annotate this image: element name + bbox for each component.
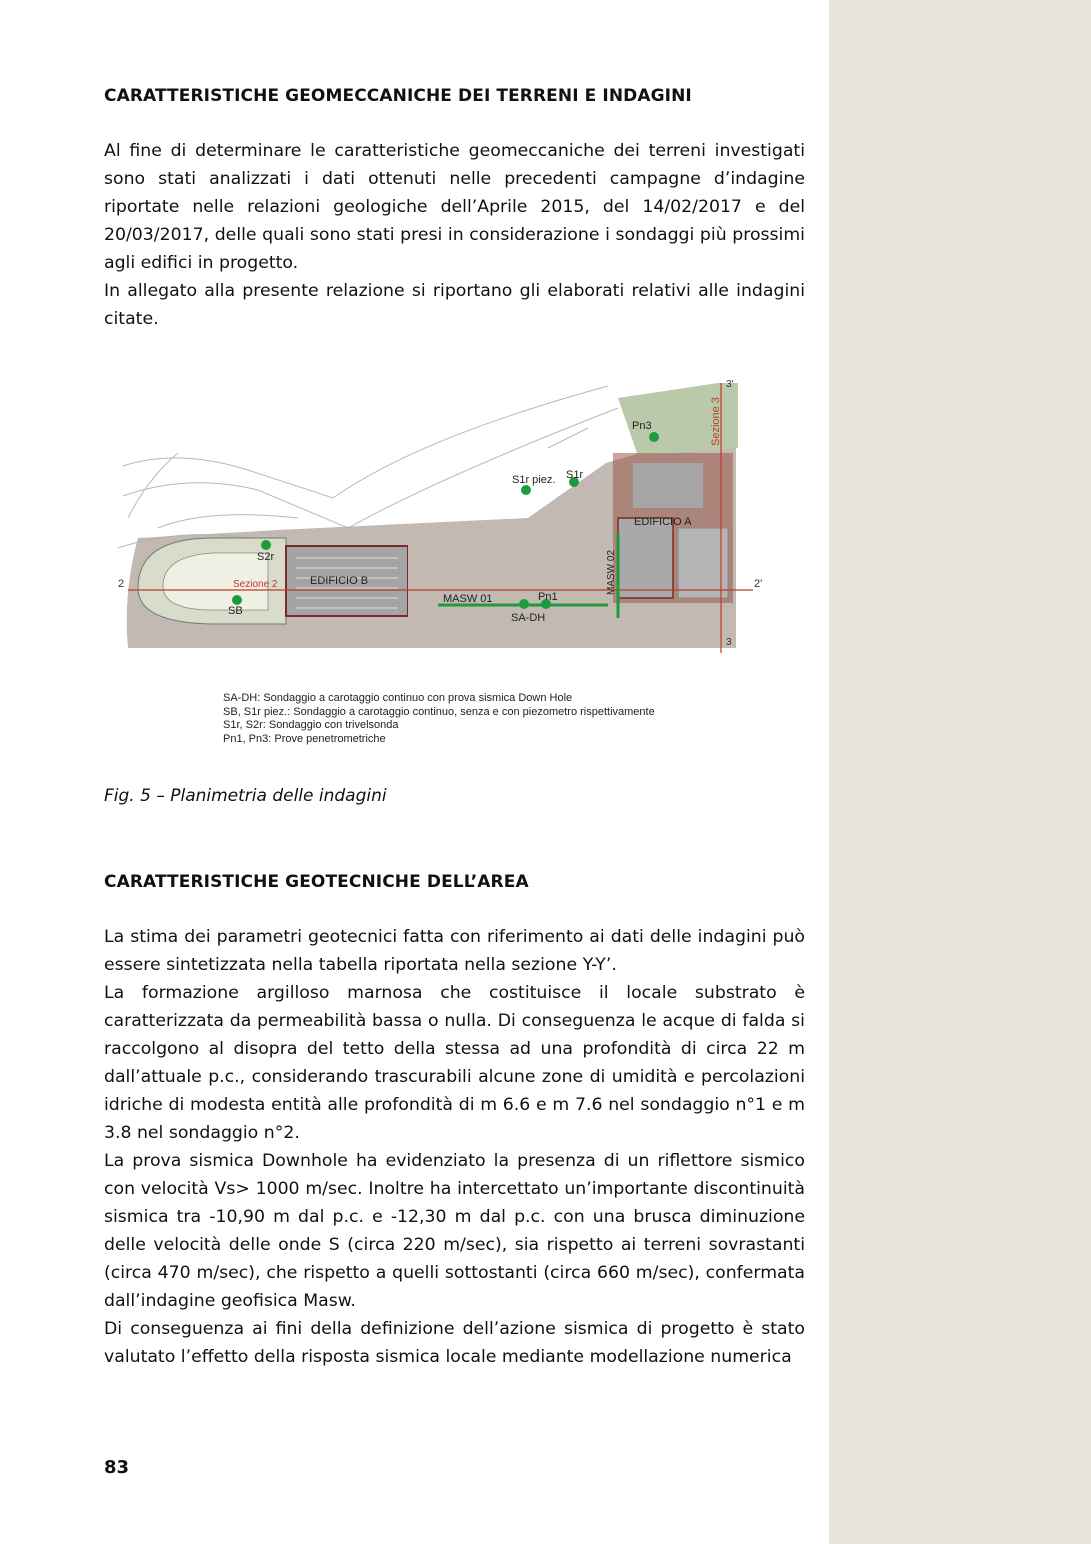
point-pn3	[649, 432, 659, 442]
paragraph: In allegato alla presente relazione si riportano gli elaborati relativi alle indagini citate.	[104, 281, 805, 329]
label-sb: SB	[228, 605, 243, 617]
figure-legend	[223, 692, 655, 746]
label-sezione3: Sezione 3	[710, 397, 722, 446]
point-sa-dh	[519, 599, 529, 609]
section-title-geomeccaniche: CARATTERISTICHE GEOMECCANICHE DEI TERRENI E INDAGINI	[104, 86, 692, 106]
page-sidebar-band	[829, 0, 1091, 1544]
label-pn3: Pn3	[632, 420, 652, 432]
label-edificio-a: EDIFICIO A	[634, 516, 692, 528]
label-3top: 3'	[726, 379, 734, 390]
paragraph: Al fine di determinare le caratteristiche geomeccaniche dei terreni investigati sono stati analizzati i dati ottenuti nelle precedenti campagne d’indagine riportate nelle relazioni geologiche dell’Aprile 2015, del 14/02/2017 e del 20/03/2017, delle quali sono stati presi in considerazione i sondaggi più prossimi agli edifici in progetto.	[104, 141, 805, 273]
paragraph: La formazione argilloso marnosa che costituisce il locale substrato è caratterizzata da permeabilità bassa o nulla. Di conseguenza le acque di falda si raccolgono al disopra del tetto della stessa ad una profondità di circa 22 m dall’attuale p.c., considerando trascurabili alcune zone di umidità e percolazioni idriche di modesta entità alle profondità di m 6.6 e m 7.6 nel sondaggio n°1 e m 3.8 nel sondaggio n°2.	[104, 983, 805, 1143]
label-pn1: Pn1	[538, 591, 558, 603]
figure-caption: Fig. 5 – Planimetria delle indagini	[104, 786, 387, 806]
label-masw01: MASW 01	[443, 593, 493, 605]
label-masw02: MASW 02	[606, 549, 617, 595]
label-sezione2: Sezione 2	[233, 579, 278, 590]
paragraph: La stima dei parametri geotecnici fatta con riferimento ai dati delle indagini può essere sintetizzata nella tabella riportata nella sezione Y-Y’.	[104, 927, 805, 975]
label-edificio-b: EDIFICIO B	[310, 575, 369, 587]
section-title-geotecniche: CARATTERISTICHE GEOTECNICHE DELL’AREA	[104, 872, 529, 892]
point-s2r	[261, 540, 271, 550]
legend-item: SB, S1r piez.: Sondaggio a carotaggio continuo, senza e con piezometro rispettivamente	[223, 705, 655, 718]
section2-body	[104, 923, 805, 1371]
label-2left: 2	[118, 578, 125, 590]
point-sb	[232, 595, 242, 605]
label-2right: 2'	[754, 578, 763, 590]
legend-item: SA-DH: Sondaggio a carotaggio continuo con prova sismica Down Hole	[223, 692, 573, 704]
label-s1r-piez: S1r piez.	[512, 474, 556, 486]
label-s2r: S2r	[257, 551, 275, 563]
paragraph: Di conseguenza ai fini della definizione dell’azione sismica di progetto è stato valutato l’effetto della risposta sismica locale mediante modellazione numerica	[104, 1319, 805, 1367]
point-s1r-piez	[521, 485, 531, 495]
label-s1r: S1r	[566, 469, 584, 481]
page-number: 83	[104, 1457, 130, 1478]
site-plan-figure	[118, 378, 763, 653]
legend-item: Pn1, Pn3: Prove penetrometriche	[223, 732, 386, 745]
legend-item: S1r, S2r: Sondaggio con trivelsonda	[223, 719, 399, 731]
section1-body	[104, 137, 805, 333]
label-3bottom: 3	[726, 637, 732, 648]
label-sa-dh: SA-DH	[511, 612, 546, 624]
paragraph: La prova sismica Downhole ha evidenziato la presenza di un riflettore sismico con velocità Vs> 1000 m/sec. Inoltre ha intercettato un’importante discontinuità sismica tra -10,90 m dal p.c. e -12,30 m dal p.c. con una brusca diminuzione delle velocità delle onde S (circa 220 m/sec), sia rispetto ai terreni sovrastanti (circa 470 m/sec), che rispetto a quelli sottostanti (circa 660 m/sec), confermata dall’indagine geofisica Masw.	[104, 1151, 805, 1311]
